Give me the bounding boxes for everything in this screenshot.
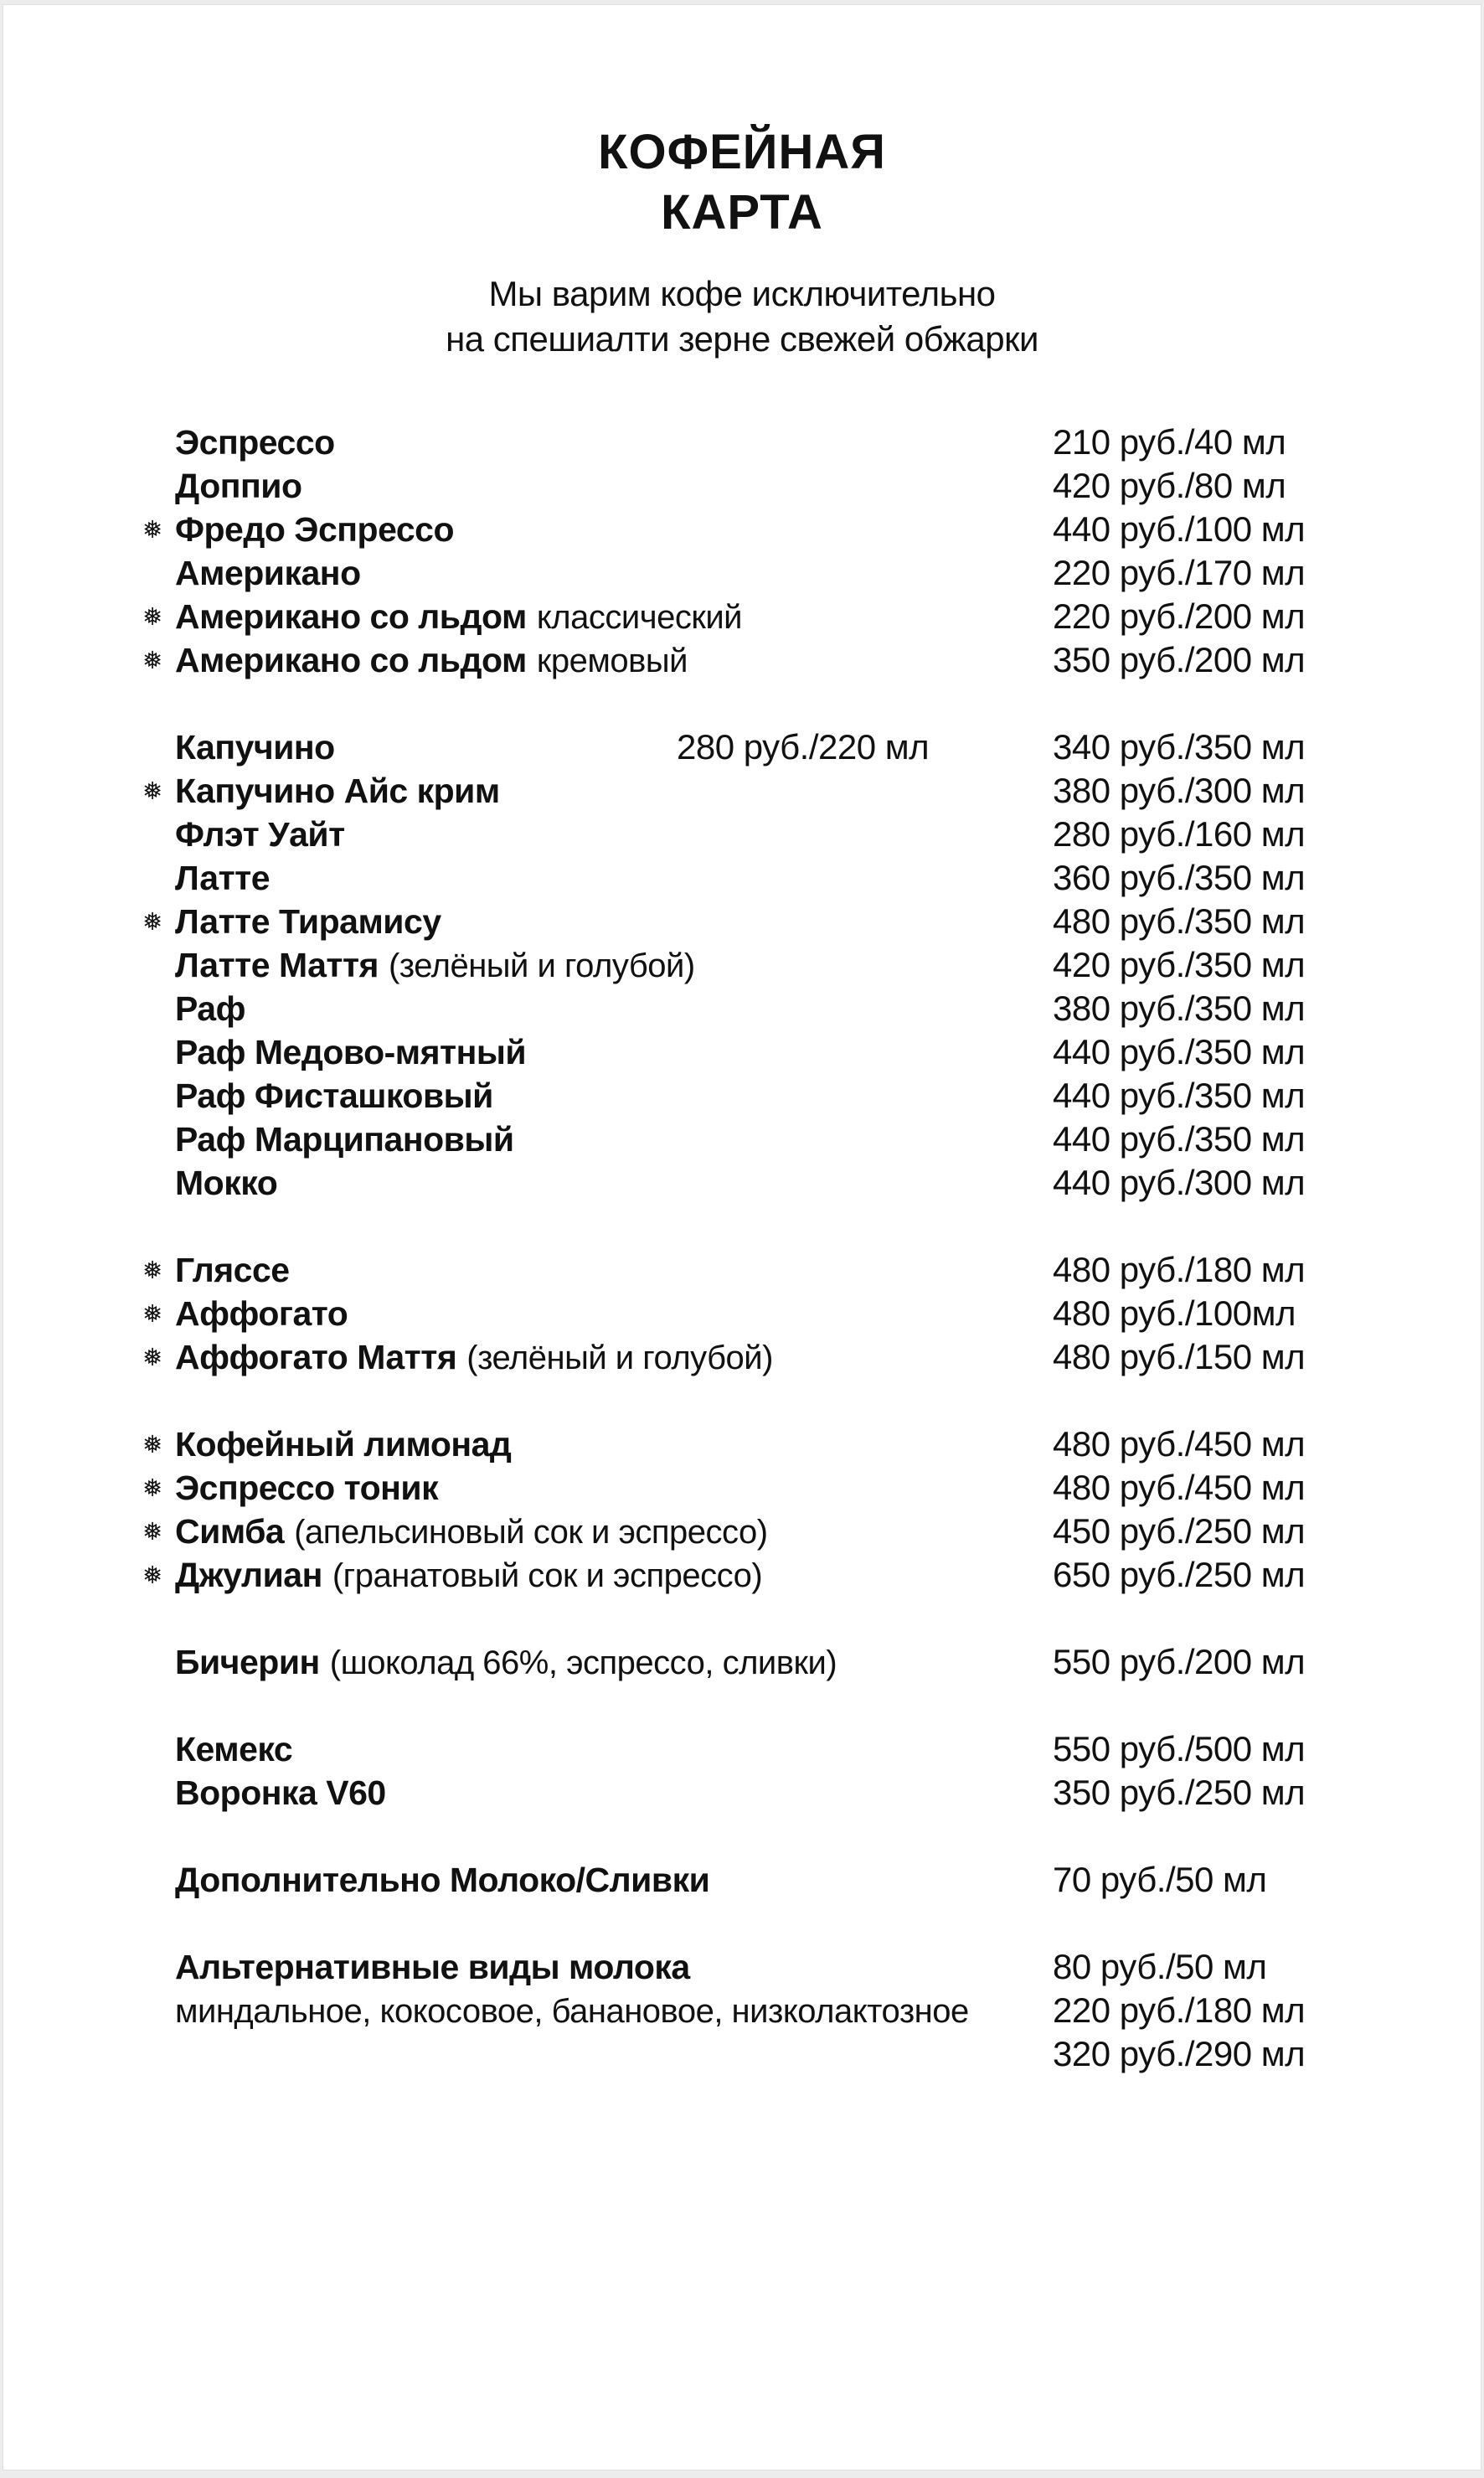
menu-item-row xyxy=(175,1074,1430,1118)
item-name: Мокко xyxy=(175,1164,278,1202)
snowflake-icon: ❅ xyxy=(142,777,163,805)
menu-item-row xyxy=(175,1118,1430,1161)
item-name: Гляссе xyxy=(175,1251,290,1289)
menu-item-row xyxy=(142,1553,1430,1597)
item-name: Латте Маття xyxy=(175,946,379,984)
item-price: 420 руб./350 мл xyxy=(1053,945,1306,984)
snowflake-icon: ❅ xyxy=(142,1561,163,1589)
menu-item-row xyxy=(175,1945,1430,1989)
menu-item-row xyxy=(142,1248,1430,1292)
menu-item-row xyxy=(175,813,1430,856)
item-name: Американо со льдом xyxy=(175,597,527,636)
item-name: Воронка V60 xyxy=(175,1773,386,1812)
item-name: Аффогато xyxy=(175,1294,348,1333)
item-price: 320 руб./290 мл xyxy=(1053,2034,1306,2073)
item-name: Американо xyxy=(175,554,361,592)
item-price: 340 руб./350 мл xyxy=(1053,727,1306,767)
snowflake-icon: ❅ xyxy=(142,602,163,631)
snowflake-icon: ❅ xyxy=(142,1517,163,1546)
menu-section xyxy=(175,1858,1430,1902)
item-desc: (шоколад 66%, эспрессо, сливки) xyxy=(329,1644,837,1681)
item-desc: миндальное, кокосовое, банановое, низколактозное xyxy=(175,1993,969,2030)
menu-sections xyxy=(3,421,1481,2076)
menu-header xyxy=(3,122,1481,362)
item-price: 80 руб./50 мл xyxy=(1053,1947,1267,1986)
menu-page xyxy=(3,4,1481,2470)
menu-section xyxy=(142,421,1430,682)
item-price: 360 руб./350 мл xyxy=(1053,858,1306,897)
menu-item-row xyxy=(175,1989,1430,2032)
item-desc: (гранатовый сок и эспрессо) xyxy=(332,1557,763,1594)
item-name: Флэт Уайт xyxy=(175,815,345,854)
menu-section xyxy=(142,1422,1430,1597)
item-name: Раф xyxy=(175,989,245,1028)
item-name: Дополнительно Молоко/Сливки xyxy=(175,1861,710,1899)
item-price: 350 руб./200 мл xyxy=(1053,640,1306,679)
item-price: 420 руб./80 мл xyxy=(1053,466,1286,505)
item-price: 650 руб./250 мл xyxy=(1053,1555,1306,1594)
menu-item-row xyxy=(142,769,1430,813)
item-price: 480 руб./350 мл xyxy=(1053,901,1306,941)
item-name: Раф Марципановый xyxy=(175,1120,514,1159)
item-price: 350 руб./250 мл xyxy=(1053,1773,1306,1812)
item-price: 480 руб./450 мл xyxy=(1053,1468,1306,1507)
menu-item-row xyxy=(142,1422,1430,1466)
snowflake-icon: ❅ xyxy=(142,1343,163,1371)
item-name: Бичерин xyxy=(175,1643,320,1681)
menu-item-row xyxy=(175,943,1430,987)
menu-item-row xyxy=(142,1466,1430,1510)
snowflake-icon: ❅ xyxy=(142,1299,163,1328)
item-name: Раф Фисташковый xyxy=(175,1076,493,1115)
menu-item-row xyxy=(175,987,1430,1030)
item-price: 480 руб./150 мл xyxy=(1053,1337,1306,1376)
item-name: Аффогато Маття xyxy=(175,1338,457,1376)
item-mid-price: 280 руб./220 мл xyxy=(677,727,930,767)
item-price: 220 руб./200 мл xyxy=(1053,596,1306,636)
item-desc: (зелёный и голубой) xyxy=(388,947,695,984)
item-name: Симба xyxy=(175,1512,285,1551)
snowflake-icon: ❅ xyxy=(142,515,163,544)
item-price: 220 руб./170 мл xyxy=(1053,553,1306,592)
menu-item-row xyxy=(175,1771,1430,1815)
item-price: 380 руб./300 мл xyxy=(1053,771,1306,810)
item-name: Латте Тирамису xyxy=(175,902,441,941)
menu-item-row xyxy=(175,725,1430,769)
page-title-line-1: КОФЕЙНАЯ xyxy=(598,125,886,179)
item-price: 280 руб./160 мл xyxy=(1053,814,1306,854)
item-name: Капучино xyxy=(175,728,335,767)
menu-item-row xyxy=(142,1335,1430,1379)
menu-section xyxy=(142,1248,1430,1379)
item-price: 440 руб./300 мл xyxy=(1053,1163,1306,1202)
menu-item-row xyxy=(175,464,1430,508)
item-name: Кемекс xyxy=(175,1730,293,1768)
menu-item-row xyxy=(175,1858,1430,1902)
menu-item-row xyxy=(142,595,1430,638)
item-price: 440 руб./100 мл xyxy=(1053,509,1306,549)
menu-item-row xyxy=(175,1161,1430,1205)
item-price: 70 руб./50 мл xyxy=(1053,1860,1267,1899)
menu-item-row xyxy=(175,856,1430,900)
item-name: Джулиан xyxy=(175,1556,322,1594)
menu-item-row xyxy=(175,1640,1430,1684)
menu-item-row xyxy=(142,508,1430,551)
item-desc: классический xyxy=(536,599,743,636)
item-price: 220 руб./180 мл xyxy=(1053,1990,1306,2030)
snowflake-icon: ❅ xyxy=(142,907,163,936)
item-price: 440 руб./350 мл xyxy=(1053,1076,1306,1115)
item-price: 550 руб./500 мл xyxy=(1053,1729,1306,1768)
item-name: Фредо Эспрессо xyxy=(175,510,454,549)
item-desc: (зелёный и голубой) xyxy=(466,1340,773,1376)
menu-section xyxy=(142,725,1430,1205)
item-desc: (апельсиновый сок и эспрессо) xyxy=(294,1514,768,1551)
menu-item-row xyxy=(142,1510,1430,1553)
menu-section xyxy=(175,1640,1430,1684)
item-name: Раф Медово-мятный xyxy=(175,1033,527,1071)
menu-section xyxy=(175,1727,1430,1815)
menu-item-row xyxy=(175,421,1430,464)
menu-item-row xyxy=(142,1292,1430,1335)
item-price: 550 руб./200 мл xyxy=(1053,1642,1306,1681)
item-name: Эспрессо xyxy=(175,423,335,462)
item-name: Капучино Айс крим xyxy=(175,772,500,810)
item-price: 210 руб./40 мл xyxy=(1053,422,1286,462)
item-price: 380 руб./350 мл xyxy=(1053,989,1306,1028)
menu-item-row xyxy=(175,1030,1430,1074)
menu-subtitle xyxy=(3,271,1481,362)
item-desc: кремовый xyxy=(536,643,688,679)
item-name: Латте xyxy=(175,859,271,897)
item-price: 450 руб./250 мл xyxy=(1053,1511,1306,1551)
menu-item-row xyxy=(175,2032,1430,2076)
snowflake-icon: ❅ xyxy=(142,646,163,674)
menu-item-row xyxy=(175,1727,1430,1771)
item-price: 440 руб./350 мл xyxy=(1053,1032,1306,1071)
item-price: 440 руб./350 мл xyxy=(1053,1119,1306,1159)
item-name: Доппио xyxy=(175,467,302,505)
item-price: 480 руб./100мл xyxy=(1053,1293,1296,1333)
item-name: Американо со льдом xyxy=(175,641,527,679)
menu-item-row xyxy=(175,551,1430,595)
snowflake-icon: ❅ xyxy=(142,1474,163,1502)
page-title-line-2: КАРТА xyxy=(661,185,823,240)
menu-item-row xyxy=(142,638,1430,682)
menu-section xyxy=(175,1945,1430,2076)
menu-item-row xyxy=(142,900,1430,943)
subtitle-line-1: Мы варим кофе исключительно xyxy=(488,274,996,313)
item-name: Альтернативные виды молока xyxy=(175,1948,690,1986)
item-price: 480 руб./180 мл xyxy=(1053,1250,1306,1289)
snowflake-icon: ❅ xyxy=(142,1430,163,1458)
item-price: 480 руб./450 мл xyxy=(1053,1424,1306,1464)
subtitle-line-2: на спешиалти зерне свежей обжарки xyxy=(446,319,1038,359)
item-name: Эспрессо тоник xyxy=(175,1469,439,1507)
item-name: Кофейный лимонад xyxy=(175,1425,512,1464)
snowflake-icon: ❅ xyxy=(142,1256,163,1284)
